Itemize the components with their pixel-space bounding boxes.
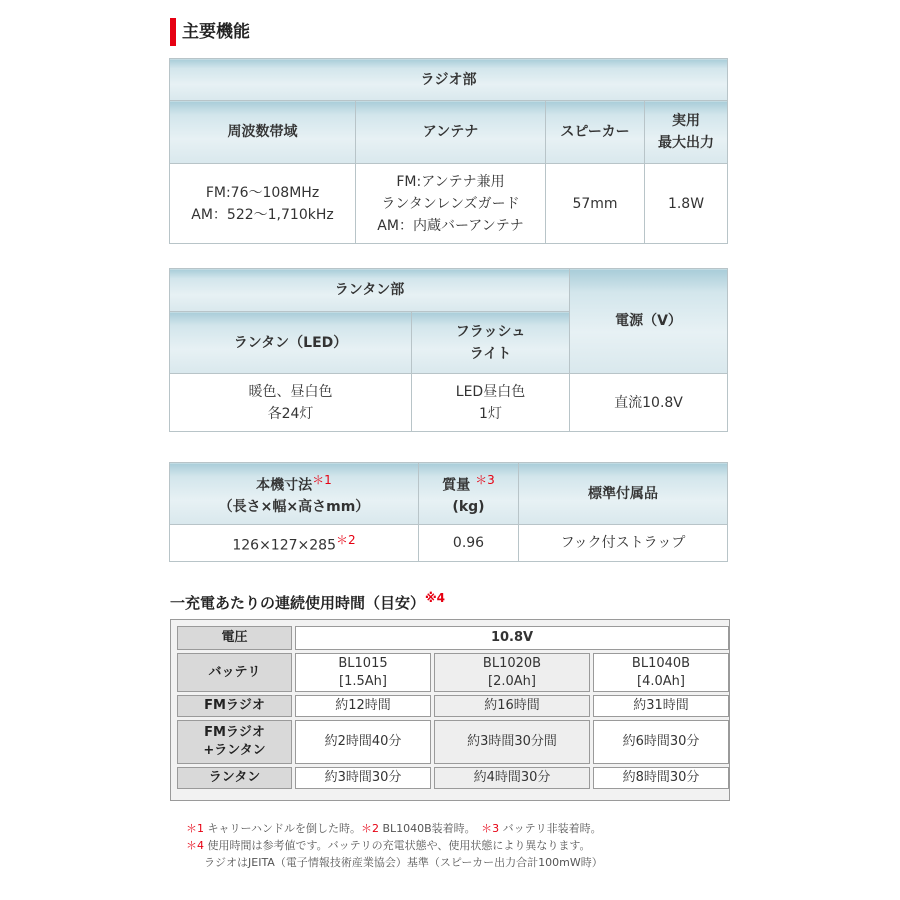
section-title-accent bbox=[170, 18, 176, 46]
battery-capacity: [2.0Ah] bbox=[488, 673, 536, 689]
col-speaker: スピーカー bbox=[546, 101, 645, 164]
note-mark-2: ＊2 bbox=[360, 822, 379, 835]
col-power: 電源（V） bbox=[570, 269, 728, 374]
flash-value bbox=[412, 374, 570, 432]
voltage-label: 電圧 bbox=[177, 626, 292, 650]
row-label-fm-radio-lantern: FMラジオ +ランタン bbox=[177, 720, 292, 764]
note-3: バッテリ非装着時。 bbox=[499, 822, 602, 835]
led-value bbox=[170, 374, 412, 432]
runtime-title-text: 一充電あたりの連続使用時間（目安） bbox=[170, 594, 426, 612]
mass-value: 0.96 bbox=[419, 525, 519, 562]
runtime-table-frame bbox=[170, 619, 730, 801]
battery-bl1020b bbox=[434, 653, 590, 692]
col-frequency: 周波数帯域 bbox=[170, 101, 356, 164]
flash-label-2: ライト bbox=[469, 345, 512, 362]
antenna-line-2: ランタンレンズガード bbox=[381, 195, 520, 212]
runtime-cell: 約16時間 bbox=[434, 695, 590, 717]
note-mark-1: ＊1 bbox=[186, 822, 204, 835]
runtime-cell: 約8時間30分 bbox=[593, 767, 729, 789]
battery-label: バッテリ bbox=[177, 653, 292, 692]
footnote-line-2 bbox=[186, 837, 603, 854]
flash-color: LED昼白色 bbox=[455, 383, 526, 400]
table-row bbox=[177, 767, 729, 789]
battery-bl1040b bbox=[593, 653, 729, 692]
mass-unit: (kg) bbox=[452, 499, 485, 516]
size-sub-label: （長さ×幅×高さmm） bbox=[218, 499, 370, 516]
antenna-value bbox=[356, 164, 546, 244]
battery-capacity: [1.5Ah] bbox=[339, 673, 387, 689]
battery-bl1015 bbox=[295, 653, 431, 692]
col-accessory: 標準付属品 bbox=[519, 463, 728, 525]
mass-note-mark: ＊3 bbox=[475, 472, 495, 487]
dimension-spec-table bbox=[169, 462, 728, 562]
size-number: 126×127×285 bbox=[232, 537, 336, 554]
row-label-lantern: ランタン bbox=[177, 767, 292, 789]
size-note-mark: ＊1 bbox=[312, 472, 332, 487]
output-value: 1.8W bbox=[645, 164, 728, 244]
battery-model: BL1020B bbox=[482, 655, 542, 671]
note-mark-4: ＊4 bbox=[186, 839, 204, 852]
am-frequency: AM：522～1,710kHz bbox=[191, 206, 334, 223]
size-value-note-mark: ＊2 bbox=[336, 533, 356, 548]
frequency-value bbox=[170, 164, 356, 244]
size-value bbox=[170, 525, 419, 562]
table-row bbox=[177, 720, 729, 764]
radio-header: ラジオ部 bbox=[170, 59, 728, 101]
runtime-cell: 約6時間30分 bbox=[593, 720, 729, 764]
note-2: BL1040B装着時。 bbox=[378, 822, 471, 835]
battery-capacity: [4.0Ah] bbox=[637, 673, 685, 689]
footnotes bbox=[186, 820, 603, 871]
accessory-value: フック付ストラップ bbox=[519, 525, 728, 562]
row-label-fm-radio: FMラジオ bbox=[177, 695, 292, 717]
col-lantern-led: ランタン（LED） bbox=[170, 312, 412, 374]
col-antenna: アンテナ bbox=[356, 101, 546, 164]
led-color: 暖色、昼白色 bbox=[248, 383, 333, 400]
note-mark-3: ＊3 bbox=[481, 822, 500, 835]
antenna-line-1: FM:アンテナ兼用 bbox=[396, 173, 505, 190]
lantern-header: ランタン部 bbox=[170, 269, 570, 312]
note-4: 使用時間は参考値です。バッテリの充電状態や、使用状態により異なります。 bbox=[204, 839, 591, 852]
led-count: 各24灯 bbox=[267, 405, 314, 422]
col-size bbox=[170, 463, 419, 525]
col-mass bbox=[419, 463, 519, 525]
speaker-value: 57mm bbox=[546, 164, 645, 244]
note-5: ラジオはJEITA（電子情報技術産業協会）基準（スピーカー出力合計100mW時） bbox=[204, 856, 603, 869]
mass-label: 質量 bbox=[442, 477, 471, 494]
runtime-cell: 約3時間30分間 bbox=[434, 720, 590, 764]
battery-model: BL1015 bbox=[338, 655, 388, 671]
size-label: 本機寸法 bbox=[256, 477, 313, 494]
footnote-line-1 bbox=[186, 820, 603, 837]
flash-label-1: フラッシュ bbox=[455, 323, 526, 340]
col-flashlight bbox=[412, 312, 570, 374]
section-title: 主要機能 bbox=[182, 22, 250, 42]
flash-count: 1灯 bbox=[479, 405, 502, 422]
runtime-cell: 約2時間40分 bbox=[295, 720, 431, 764]
battery-model: BL1040B bbox=[631, 655, 691, 671]
fm-frequency: FM:76～108MHz bbox=[205, 184, 320, 201]
runtime-title-mark: ※4 bbox=[425, 591, 446, 605]
power-value: 直流10.8V bbox=[570, 374, 728, 432]
lantern-spec-table bbox=[169, 268, 728, 432]
voltage-value: 10.8V bbox=[295, 626, 729, 650]
col-output: 実用 最大出力 bbox=[645, 101, 728, 164]
antenna-line-3: AM：内蔵バーアンテナ bbox=[377, 217, 524, 234]
radio-spec-table bbox=[169, 58, 728, 244]
runtime-cell: 約3時間30分 bbox=[295, 767, 431, 789]
note-1: キャリーハンドルを倒した時。 bbox=[204, 822, 361, 835]
table-row bbox=[177, 695, 729, 717]
runtime-table bbox=[174, 623, 732, 792]
runtime-cell: 約4時間30分 bbox=[434, 767, 590, 789]
runtime-title bbox=[170, 586, 445, 615]
runtime-cell: 約12時間 bbox=[295, 695, 431, 717]
runtime-cell: 約31時間 bbox=[593, 695, 729, 717]
footnote-line-3 bbox=[186, 854, 603, 871]
